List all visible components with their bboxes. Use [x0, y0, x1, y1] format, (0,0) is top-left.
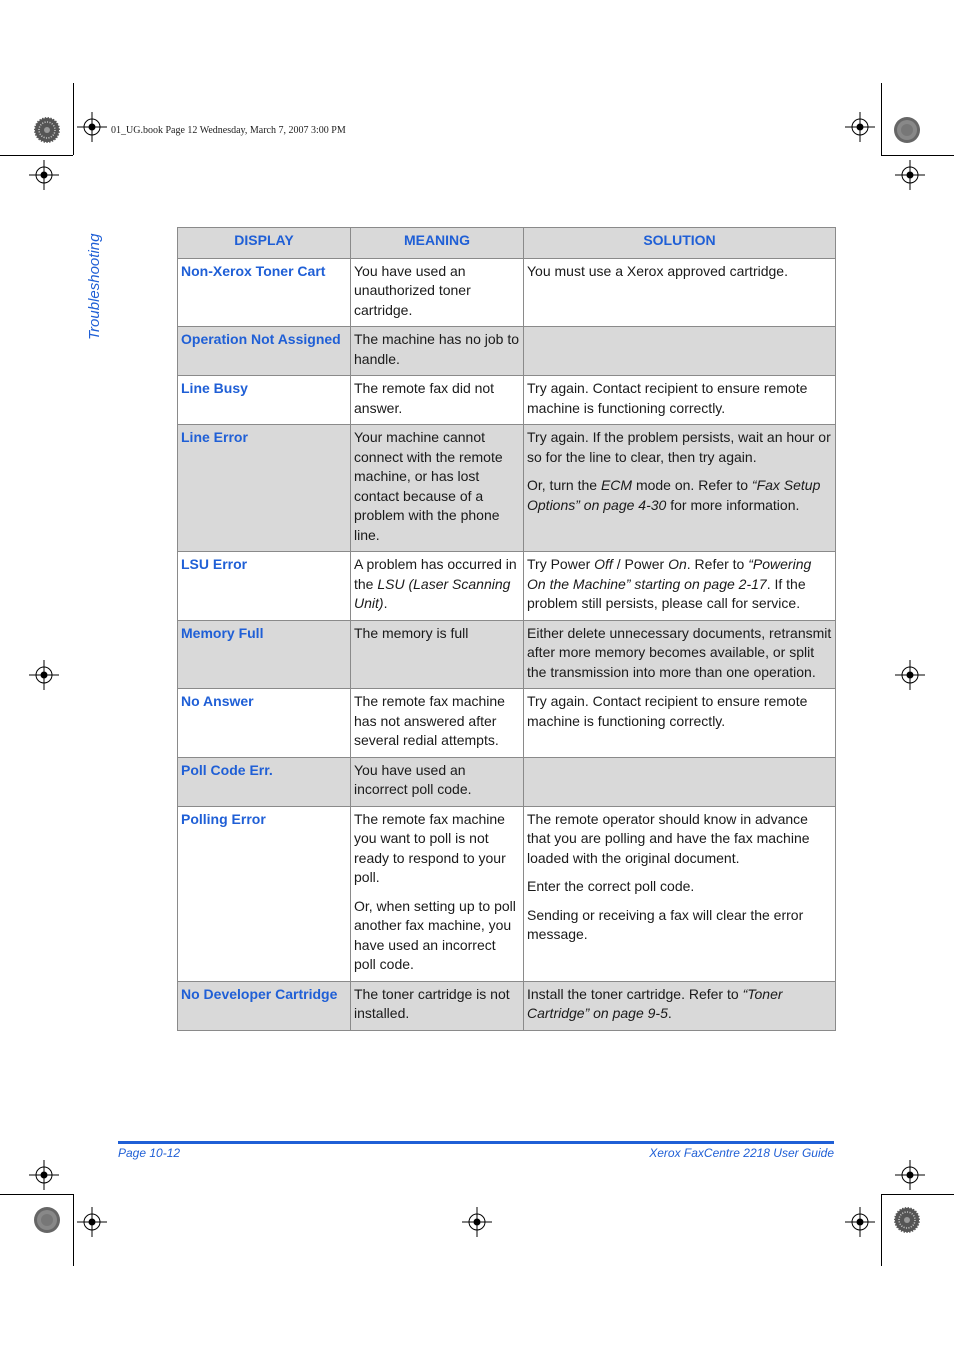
registration-mark-icon [895, 160, 925, 190]
solution-cell-paragraph [527, 810, 832, 869]
solution-cell [524, 981, 836, 1030]
text-segment: The remote operator should know in advance that you are polling and have the fax machine loaded with the original document. [527, 810, 810, 866]
display-message: Operation Not Assigned [178, 327, 351, 376]
text-segment: Enter the correct poll code. [527, 878, 695, 894]
meaning-cell [351, 689, 524, 758]
display-message: No Developer Cartridge [178, 981, 351, 1030]
meaning-cell-paragraph: The memory is full [354, 624, 469, 641]
meaning-cell [351, 806, 524, 981]
meaning-cell [351, 258, 524, 327]
meaning-cell-paragraph: Your machine cannot connect with the remote machine, or has lost contact because of a problem with the phone line. [354, 429, 503, 543]
italic-reference: “Fax Setup Options” on page 4-30 [527, 477, 821, 513]
meaning-cell [351, 620, 524, 689]
meaning-cell-paragraph [354, 555, 520, 614]
section-side-label: Troubleshooting [86, 233, 103, 340]
solution-cell [524, 376, 836, 425]
text-segment: Try again. Contact recipient to ensure remote machine is functioning correctly. [527, 693, 808, 729]
registration-mark-icon [845, 112, 875, 142]
table-row [178, 425, 836, 552]
table-row [178, 258, 836, 327]
text-segment: Sending or receiving a fax will clear the error message. [527, 906, 804, 942]
meaning-cell [351, 981, 524, 1030]
italic-reference: Off [594, 556, 613, 572]
footer-guide-title: Xerox FaxCentre 2218 User Guide [649, 1146, 834, 1160]
meaning-cell-paragraph: The remote fax machine you want to poll is not ready to respond to your poll. [354, 810, 506, 885]
solution-cell-paragraph [527, 906, 832, 945]
crop-mark [881, 155, 954, 156]
crop-mark [73, 1194, 74, 1266]
text-segment: Install the toner cartridge. Refer to [527, 985, 743, 1002]
italic-reference: “Toner Cartridge” on page 9-5 [527, 985, 783, 1021]
table-row [178, 981, 836, 1030]
solution-cell-paragraph [527, 985, 832, 1024]
column-header-meaning: MEANING [351, 228, 524, 259]
display-message: Poll Code Err. [178, 757, 351, 806]
solution-cell [524, 425, 836, 552]
display-message: Non-Xerox Toner Cart [178, 258, 351, 327]
registration-mark-icon [845, 1207, 875, 1237]
text-segment: Either delete unnecessary documents, retransmit after more memory becomes available, or split the transmission into more than one operation. [527, 624, 832, 680]
registration-mark-icon [77, 112, 107, 142]
meaning-cell-paragraph: Or, when setting up to poll another fax machine, you have used an incorrect poll code. [354, 897, 516, 972]
crop-mark [73, 83, 74, 155]
solution-cell-paragraph [527, 428, 832, 467]
table-row [178, 327, 836, 376]
solution-cell-paragraph [527, 624, 832, 683]
solution-cell [524, 258, 836, 327]
crop-mark [881, 1194, 954, 1195]
solution-cell-paragraph [527, 877, 832, 897]
table-row [178, 620, 836, 689]
footer-rule [118, 1141, 834, 1144]
book-info-slug: 01_UG.book Page 12 Wednesday, March 7, 2007 3:00 PM [111, 125, 346, 136]
solution-cell-paragraph [527, 555, 832, 614]
meaning-cell-paragraph: You have used an incorrect poll code. [354, 761, 472, 797]
registration-mark-icon [29, 1160, 59, 1190]
solution-cell [524, 552, 836, 621]
text-segment: You must use a Xerox approved cartridge. [527, 262, 788, 279]
text-segment: . [667, 1005, 672, 1021]
text-segment: Try again. If the problem persists, wait an hour or so for the line to clear, then try again. [527, 429, 831, 465]
color-bar-starburst-icon [33, 1206, 61, 1234]
solution-cell [524, 327, 836, 376]
color-bar-starburst-icon [893, 1206, 921, 1234]
table-row [178, 689, 836, 758]
crop-mark [0, 1194, 73, 1195]
text-segment: mode on. Refer to [632, 477, 752, 493]
display-message: Polling Error [178, 806, 351, 981]
text-segment: Try again. Contact recipient to ensure remote machine is functioning correctly. [527, 380, 808, 416]
meaning-cell-paragraph: The remote fax machine has not answered after several redial attempts. [354, 693, 505, 748]
table-row [178, 806, 836, 981]
table-header-row [178, 228, 836, 259]
text-segment: for more information. [666, 496, 800, 513]
solution-cell [524, 806, 836, 981]
table-row [178, 552, 836, 621]
display-message: Memory Full [178, 620, 351, 689]
meaning-cell [351, 552, 524, 621]
solution-cell-paragraph [527, 476, 832, 515]
crop-mark [881, 83, 882, 155]
italic-reference: ECM [600, 477, 633, 493]
display-message: Line Error [178, 425, 351, 552]
display-message: Line Busy [178, 376, 351, 425]
table-row [178, 376, 836, 425]
table-body [178, 258, 836, 1030]
solution-cell-paragraph [527, 262, 832, 282]
solution-cell [524, 620, 836, 689]
solution-cell [524, 689, 836, 758]
text-segment: . Refer to [686, 556, 749, 572]
display-message: LSU Error [178, 552, 351, 621]
solution-cell [524, 757, 836, 806]
footer-page-number: Page 10-12 [118, 1146, 181, 1160]
text-segment: / Power [612, 556, 669, 572]
registration-mark-icon [462, 1207, 492, 1237]
registration-mark-icon [77, 1207, 107, 1237]
italic-reference: On [668, 556, 687, 572]
registration-mark-icon [895, 660, 925, 690]
italic-reference: “Powering On the Machine” starting on page 2-17 [527, 556, 812, 592]
color-bar-starburst-icon [893, 116, 921, 144]
column-header-solution: SOLUTION [524, 228, 836, 259]
meaning-cell-paragraph: The remote fax did not answer. [354, 380, 495, 416]
meaning-cell [351, 425, 524, 552]
registration-mark-icon [29, 160, 59, 190]
solution-cell-paragraph [527, 692, 832, 731]
meaning-cell [351, 376, 524, 425]
meaning-cell-paragraph: You have used an unauthorized toner cartridge. [354, 262, 471, 318]
column-header-display: DISPLAY [178, 228, 351, 259]
meaning-cell-paragraph: The machine has no job to handle. [354, 331, 519, 367]
crop-mark [881, 1194, 882, 1266]
registration-mark-icon [895, 1160, 925, 1190]
troubleshooting-table [177, 227, 836, 1031]
registration-mark-icon [29, 660, 59, 690]
solution-cell-paragraph [527, 379, 832, 418]
text-segment: Or, turn the [527, 477, 601, 493]
text-segment: Try Power [527, 556, 595, 572]
text-segment: . If the problem still persists, please call for service. [527, 575, 806, 611]
meaning-cell-paragraph: The toner cartridge is not installed. [354, 985, 510, 1021]
text-segment: . [383, 595, 388, 611]
crop-mark [0, 155, 73, 156]
table-row [178, 757, 836, 806]
color-bar-starburst-icon [33, 116, 61, 144]
meaning-cell [351, 327, 524, 376]
italic-reference: LSU (Laser Scanning Unit) [354, 575, 511, 611]
display-message: No Answer [178, 689, 351, 758]
text-segment: A problem has occurred in the [354, 556, 517, 592]
meaning-cell [351, 757, 524, 806]
